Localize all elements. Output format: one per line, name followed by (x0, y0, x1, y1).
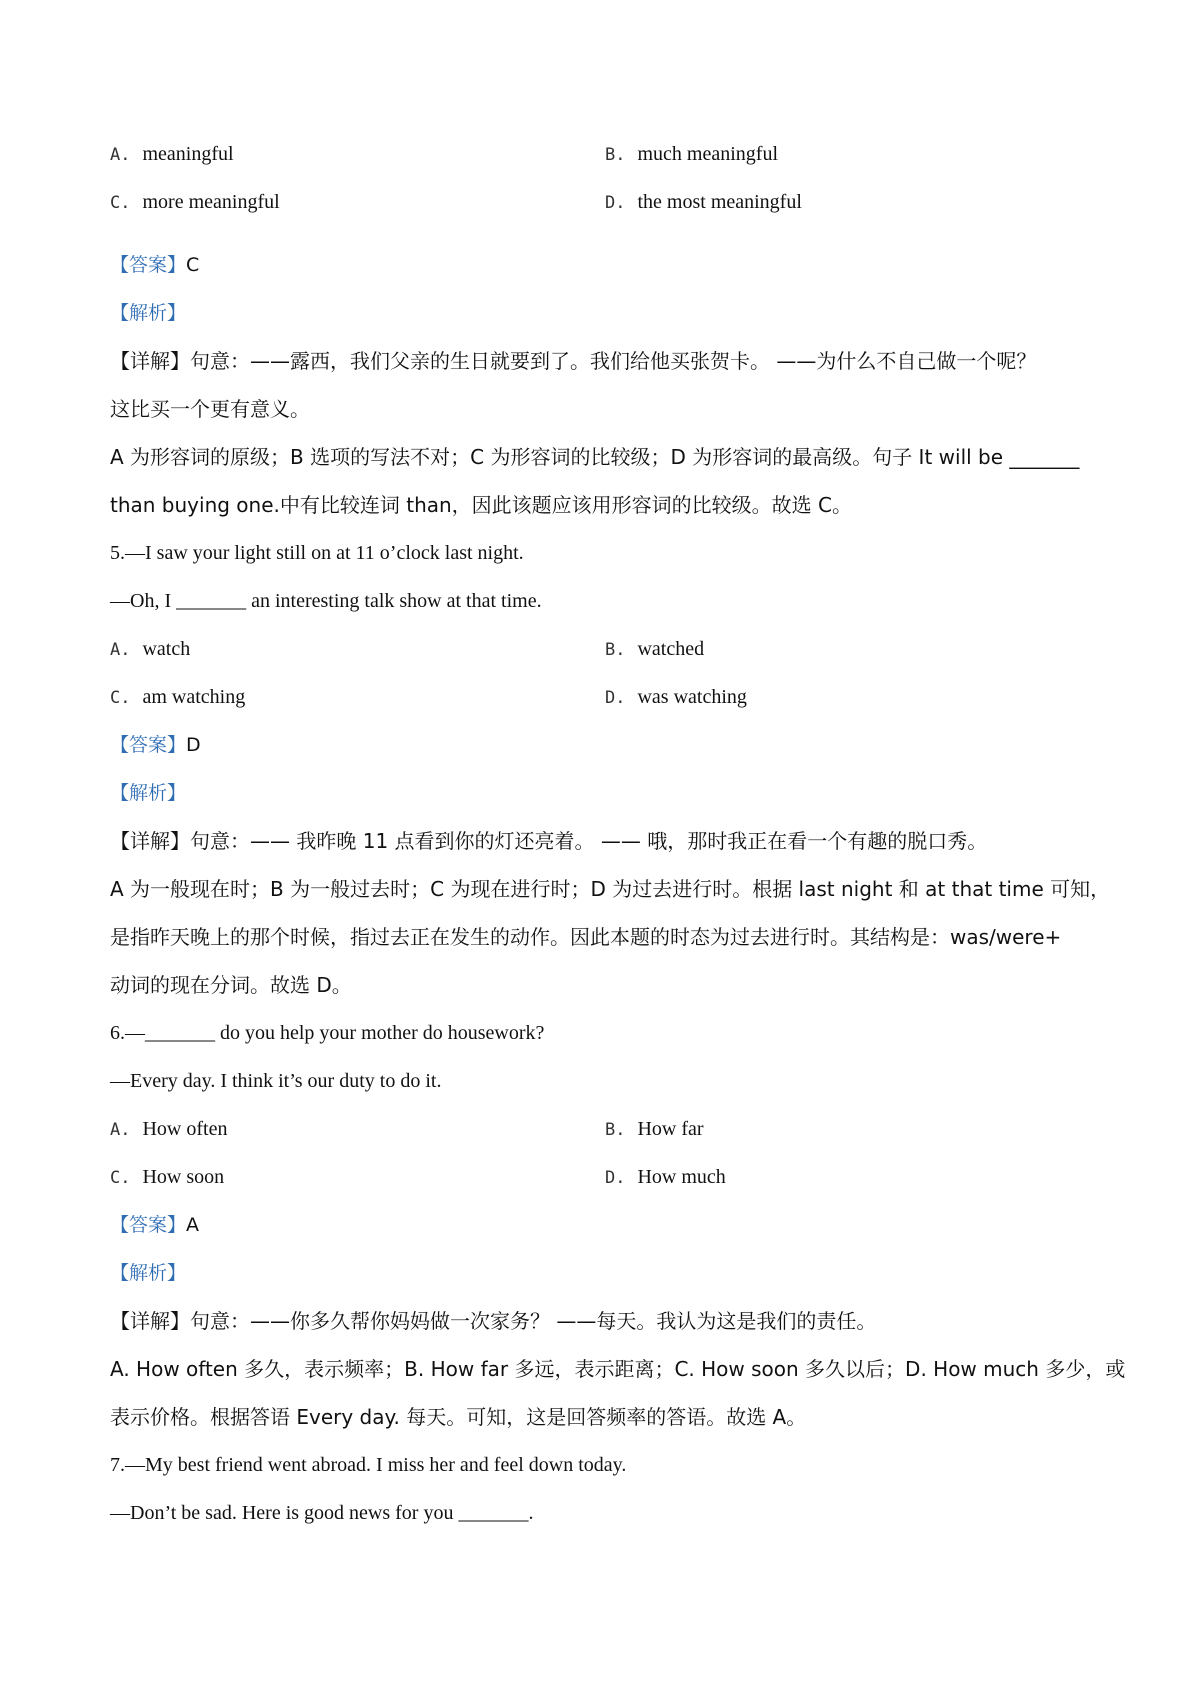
option-letter: A. (110, 145, 131, 165)
answer-value: C (186, 254, 200, 276)
q6-question-line-1: 6.—_______ do you help your mother do housework? (110, 1022, 545, 1044)
q4-detail-line-2: 这比买一个更有意义。 (110, 397, 310, 421)
option-text: am watching (142, 686, 246, 708)
q5-option-b (605, 635, 704, 664)
analysis-label: 【解析】 (110, 302, 187, 324)
q5-question-line-2: —Oh, I _______ an interesting talk show at that time. (110, 590, 542, 612)
option-letter: B. (605, 1120, 626, 1140)
q5-detail-line-4: 动词的现在分词。故选 D。 (110, 973, 352, 997)
option-letter: A. (110, 640, 131, 660)
option-letter: D. (605, 193, 626, 213)
q4-option-d (605, 188, 802, 217)
option-letter: B. (605, 640, 626, 660)
q6-analysis-label (110, 1259, 186, 1287)
q5-option-c (110, 683, 245, 712)
q6-detail-line-3: 表示价格。根据答语 Every day. 每天。可知，这是回答频率的答语。故选 A。 (110, 1405, 807, 1429)
q5-detail-line-3: 是指昨天晚上的那个时候，指过去正在发生的动作。因此本题的时态为过去进行时。其结构是：was/were+ (110, 925, 1062, 949)
q6-answer (110, 1211, 199, 1239)
option-letter: D. (605, 1168, 626, 1188)
q7-question-line-1: 7.—My best friend went abroad. I miss her and feel down today. (110, 1454, 627, 1476)
q4-detail-line-3: A 为形容词的原级；B 选项的写法不对；C 为形容词的比较级；D 为形容词的最高级。句子 It will be _______ (110, 445, 1080, 469)
q4-analysis-label (110, 299, 186, 327)
q4-option-c (110, 188, 280, 217)
option-text: meaningful (142, 143, 234, 165)
answer-label: 【答案】 (110, 1214, 187, 1236)
q4-answer (110, 251, 199, 279)
answer-value: A (186, 1214, 200, 1236)
q5-detail-line-2: A 为一般现在时；B 为一般过去时；C 为现在进行时；D 为过去进行时。根据 last night 和 at that time 可知， (110, 877, 1111, 901)
option-text: How much (637, 1166, 726, 1188)
option-text: more meaningful (142, 191, 280, 213)
q6-option-d (605, 1163, 726, 1192)
option-text: How soon (142, 1166, 225, 1188)
q5-answer (110, 731, 201, 759)
answer-label: 【答案】 (110, 734, 187, 756)
q4-detail-line-4: than buying one.中有比较连词 than，因此该题应该用形容词的比较级。故选 C。 (110, 493, 853, 517)
answer-label: 【答案】 (110, 254, 187, 276)
q4-option-a (110, 140, 234, 169)
analysis-label: 【解析】 (110, 782, 187, 804)
option-text: was watching (637, 686, 747, 708)
q5-option-a (110, 635, 190, 664)
option-text: the most meaningful (637, 191, 802, 213)
q6-option-c (110, 1163, 224, 1192)
q5-option-d (605, 683, 747, 712)
option-letter: C. (110, 193, 131, 213)
q5-analysis-label (110, 779, 186, 807)
q5-question-line-1: 5.—I saw your light still on at 11 o’clock last night. (110, 542, 524, 564)
q4-option-b (605, 140, 778, 169)
option-text: How often (142, 1118, 228, 1140)
q6-question-line-2: —Every day. I think it’s our duty to do it. (110, 1070, 442, 1092)
q6-option-b (605, 1115, 704, 1144)
option-letter: C. (110, 1168, 131, 1188)
option-letter: B. (605, 145, 626, 165)
option-text: How far (637, 1118, 704, 1140)
q6-detail-line-2: A. How often 多久，表示频率；B. How far 多远，表示距离；C. How soon 多久以后；D. How much 多少，或 (110, 1357, 1126, 1381)
option-text: watched (637, 638, 705, 660)
option-letter: C. (110, 688, 131, 708)
analysis-label: 【解析】 (110, 1262, 187, 1284)
q6-detail-line-1: 【详解】句意：——你多久帮你妈妈做一次家务？ ——每天。我认为这是我们的责任。 (110, 1309, 877, 1333)
option-letter: A. (110, 1120, 131, 1140)
option-letter: D. (605, 688, 626, 708)
q4-detail-line-1: 【详解】句意：——露西，我们父亲的生日就要到了。我们给他买张贺卡。 ——为什么不自己做一个呢？ (110, 349, 1037, 373)
option-text: much meaningful (637, 143, 779, 165)
answer-value: D (186, 734, 201, 756)
option-text: watch (142, 638, 191, 660)
q7-question-line-2: —Don’t be sad. Here is good news for you _______. (110, 1502, 534, 1524)
q5-detail-line-1: 【详解】句意：—— 我昨晚 11 点看到你的灯还亮着。 —— 哦，那时我正在看一个有趣的脱口秀。 (110, 829, 988, 853)
q6-option-a (110, 1115, 227, 1144)
